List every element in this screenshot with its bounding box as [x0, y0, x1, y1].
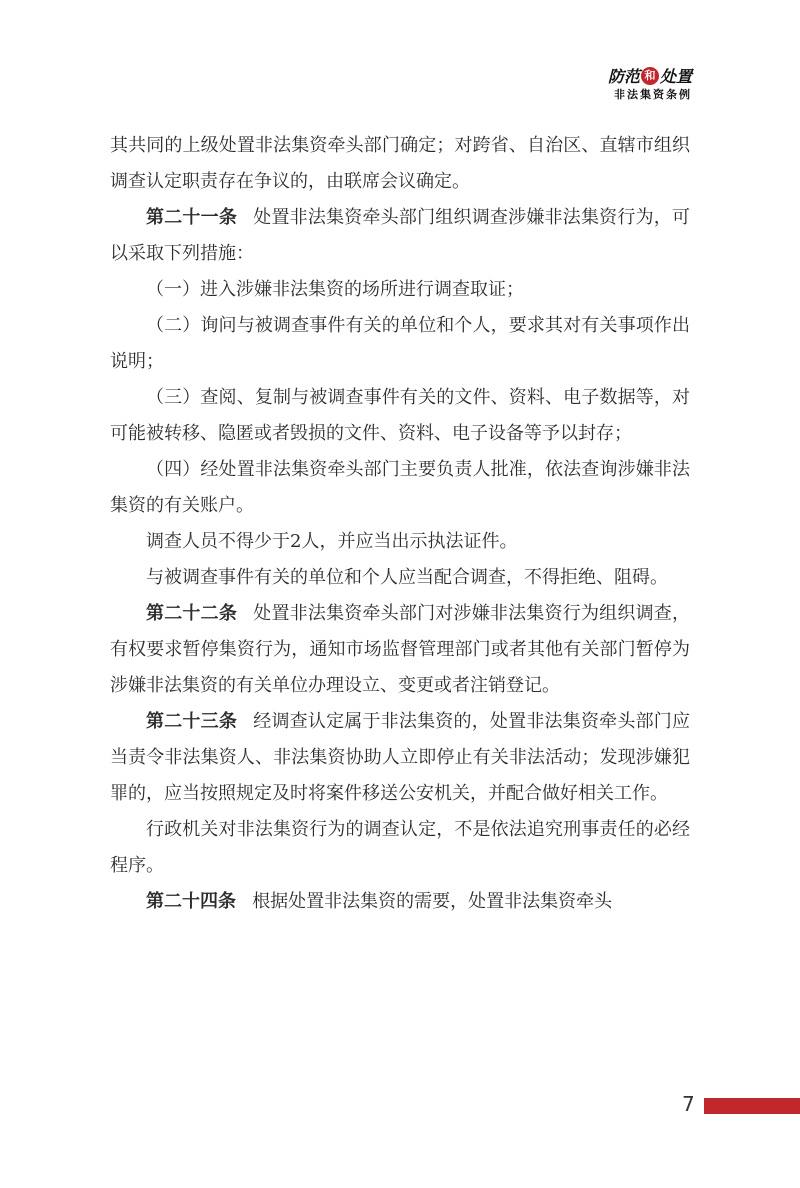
- paragraph-text: 其共同的上级处置非法集资牵头部门确定；对跨省、自治区、直辖市组织调查认定职责存在争议的，由联席会议确定。: [110, 135, 690, 192]
- article-heading: 第二十二条: [146, 603, 238, 624]
- page-number-accent-bar: [704, 1098, 800, 1114]
- paragraph: [110, 812, 690, 884]
- running-header-title: [608, 64, 692, 87]
- page-number: 7: [682, 1092, 695, 1116]
- article-heading: 第二十一条: [146, 207, 238, 228]
- header-seal-icon: 和: [641, 67, 659, 85]
- list-item-paragraph: [110, 452, 690, 524]
- header-title-part2: 处置: [659, 67, 692, 86]
- paragraph-continued: [110, 128, 690, 200]
- paragraph-text: 与被调查事件有关的单位和个人应当配合调查，不得拒绝、阻碍。: [146, 567, 668, 588]
- paragraph-text: 根据处置非法集资的需要，处置非法集资牵头: [252, 891, 613, 912]
- paragraph-text: 行政机关对非法集资行为的调查认定，不是依法追究刑事责任的必经程序。: [110, 819, 690, 876]
- paragraph: [110, 524, 690, 560]
- paragraph-text: 调查人员不得少于2人，并应当出示执法证件。: [146, 531, 518, 552]
- article-heading: 第二十四条: [146, 891, 236, 912]
- article-paragraph: [110, 200, 690, 272]
- paragraph-text: 处置非法集资牵头部门对涉嫌非法集资行为组织调查，有权要求暂停集资行为，通知市场监督管理部门或者其他有关部门暂停为涉嫌非法集资的有关单位办理设立、变更或者注销登记。: [110, 603, 691, 696]
- article-paragraph: [110, 704, 690, 812]
- body-text: [110, 128, 690, 920]
- paragraph-text: 处置非法集资牵头部门组织调查涉嫌非法集资行为，可以采取下列措施：: [110, 207, 691, 264]
- paragraph-text: 经调查认定属于非法集资的，处置非法集资牵头部门应当责令非法集资人、非法集资协助人立即停止有关非法活动；发现涉嫌犯罪的，应当按照规定及时将案件移送公安机关，并配合做好相关工作。: [110, 711, 691, 804]
- header-title-part1: 防范: [607, 67, 640, 86]
- list-item-paragraph: [110, 380, 690, 452]
- paragraph: [110, 560, 690, 596]
- running-header-subtitle: 非法集资条例: [614, 88, 692, 101]
- paragraph-text: （四）经处置非法集资牵头部门主要负责人批准，依法查询涉嫌非法集资的有关账户。: [110, 459, 690, 516]
- list-item-paragraph: [110, 272, 690, 308]
- article-paragraph: [110, 596, 690, 704]
- paragraph-text: （二）询问与被调查事件有关的单位和个人，要求其对有关事项作出说明；: [110, 315, 690, 372]
- list-item-paragraph: [110, 308, 690, 380]
- article-paragraph: [110, 884, 690, 920]
- paragraph-text: （三）查阅、复制与被调查事件有关的文件、资料、电子数据等，对可能被转移、隐匿或者毁损的文件、资料、电子设备等予以封存；: [110, 387, 690, 444]
- article-heading: 第二十三条: [146, 711, 238, 732]
- paragraph-text: （一）进入涉嫌非法集资的场所进行调查取证；: [146, 279, 524, 300]
